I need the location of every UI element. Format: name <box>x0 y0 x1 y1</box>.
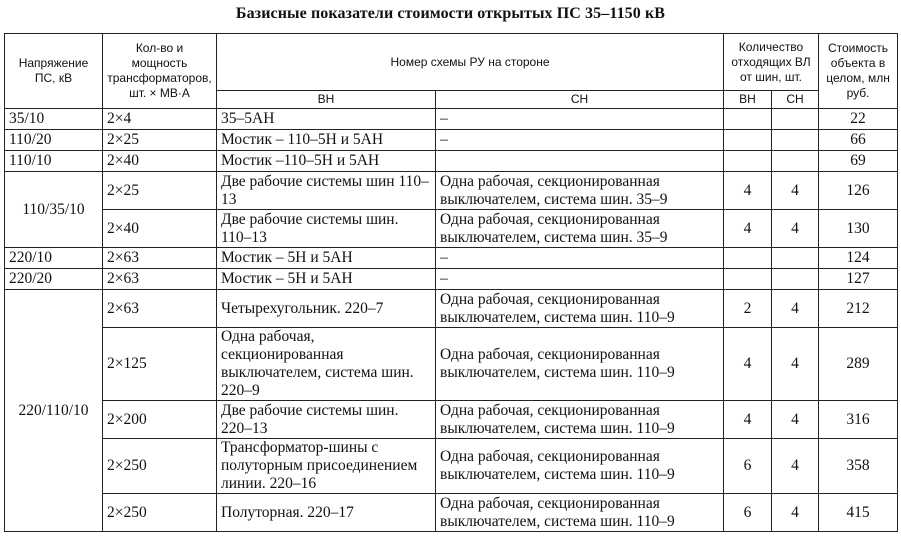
cell-voltage: 220/20 <box>5 269 103 290</box>
header-scheme: Номер схемы РУ на стороне <box>217 34 724 91</box>
cell-lines-sn <box>772 269 819 290</box>
cell-lines-vn <box>724 109 772 130</box>
cell-transformers: 2×250 <box>103 439 217 494</box>
header-lines-sn: СН <box>772 91 819 109</box>
cell-transformers: 2×40 <box>103 210 217 248</box>
cell-lines-sn: 4 <box>772 210 819 248</box>
cell-lines-sn <box>772 130 819 151</box>
cell-scheme-vn: Четырехугольник. 220–7 <box>217 290 436 328</box>
cell-scheme-vn: Мостик – 110–5Н и 5АН <box>217 130 436 151</box>
cell-lines-sn: 4 <box>772 401 819 439</box>
cell-scheme-vn: Две рабочие системы шин 110–13 <box>217 172 436 210</box>
cell-cost: 316 <box>819 401 898 439</box>
table-row <box>5 248 898 269</box>
cell-transformers: 2×250 <box>103 494 217 532</box>
cell-transformers: 2×63 <box>103 290 217 328</box>
table-row <box>5 109 898 130</box>
table-row <box>5 172 898 210</box>
table-row <box>5 494 898 532</box>
cell-scheme-sn: Одна рабочая, секционированная выключателем, система шин. 110–9 <box>436 290 724 328</box>
table-row <box>5 269 898 290</box>
cell-scheme-vn: Мостик –110–5Н и 5АН <box>217 151 436 172</box>
cell-transformers: 2×25 <box>103 172 217 210</box>
cell-scheme-vn: Полуторная. 220–17 <box>217 494 436 532</box>
cell-scheme-sn: Одна рабочая, секционированная выключателем, система шин. 35–9 <box>436 172 724 210</box>
header-scheme-vn: ВН <box>217 91 436 109</box>
cell-cost: 22 <box>819 109 898 130</box>
cell-scheme-vn: Одна рабочая, секционированная выключателем, система шин. 220–9 <box>217 328 436 401</box>
cell-voltage: 220/110/10 <box>5 290 103 532</box>
cell-lines-sn: 4 <box>772 439 819 494</box>
cell-transformers: 2×125 <box>103 328 217 401</box>
cell-voltage: 35/10 <box>5 109 103 130</box>
table-row <box>5 439 898 494</box>
cell-lines-vn: 4 <box>724 401 772 439</box>
cell-scheme-vn: 35–5АН <box>217 109 436 130</box>
cell-cost: 212 <box>819 290 898 328</box>
cell-scheme-vn: Две рабочие системы шин. 220–13 <box>217 401 436 439</box>
cell-lines-sn <box>772 151 819 172</box>
cell-lines-vn <box>724 151 772 172</box>
cell-voltage: 110/20 <box>5 130 103 151</box>
cell-scheme-vn: Две рабочие системы шин. 110–13 <box>217 210 436 248</box>
table-row <box>5 401 898 439</box>
table-row <box>5 210 898 248</box>
cell-scheme-sn: – <box>436 130 724 151</box>
cell-scheme-sn: Одна рабочая, секционированная выключателем, система шин. 110–9 <box>436 494 724 532</box>
cell-cost: 69 <box>819 151 898 172</box>
cell-scheme-sn: Одна рабочая, секционированная выключателем, система шин. 35–9 <box>436 210 724 248</box>
cell-scheme-vn: Трансформатор-шины с полуторным присоединением линии. 220–16 <box>217 439 436 494</box>
cell-lines-vn: 6 <box>724 439 772 494</box>
cell-transformers: 2×200 <box>103 401 217 439</box>
cost-table <box>4 33 898 532</box>
table-row <box>5 130 898 151</box>
cell-lines-sn <box>772 109 819 130</box>
cell-cost: 415 <box>819 494 898 532</box>
cell-voltage: 110/35/10 <box>5 172 103 248</box>
cell-transformers: 2×4 <box>103 109 217 130</box>
cell-lines-sn: 4 <box>772 494 819 532</box>
table-row <box>5 151 898 172</box>
cell-scheme-sn <box>436 151 724 172</box>
header-transformers: Кол-во и мощность трансформаторов, шт. × МВ·А <box>103 34 217 109</box>
cell-lines-sn: 4 <box>772 172 819 210</box>
cell-scheme-sn: Одна рабочая, секционированная выключателем, система шин. 110–9 <box>436 401 724 439</box>
table-row <box>5 328 898 401</box>
cell-lines-vn: 4 <box>724 172 772 210</box>
cell-scheme-vn: Мостик – 5Н и 5АН <box>217 248 436 269</box>
cell-transformers: 2×63 <box>103 269 217 290</box>
cell-lines-vn <box>724 130 772 151</box>
table-row <box>5 290 898 328</box>
cell-transformers: 2×40 <box>103 151 217 172</box>
cell-scheme-sn: – <box>436 269 724 290</box>
cell-lines-sn: 4 <box>772 290 819 328</box>
cell-lines-vn: 4 <box>724 210 772 248</box>
cell-cost: 66 <box>819 130 898 151</box>
cell-transformers: 2×25 <box>103 130 217 151</box>
cell-cost: 126 <box>819 172 898 210</box>
cell-cost: 124 <box>819 248 898 269</box>
cell-scheme-sn: – <box>436 109 724 130</box>
header-scheme-sn: СН <box>436 91 724 109</box>
cell-lines-vn <box>724 248 772 269</box>
cell-scheme-sn: – <box>436 248 724 269</box>
cell-lines-vn: 4 <box>724 328 772 401</box>
header-voltage: Напряжение ПС, кВ <box>5 34 103 109</box>
cell-lines-vn: 6 <box>724 494 772 532</box>
cell-lines-sn <box>772 248 819 269</box>
cell-lines-vn <box>724 269 772 290</box>
cell-scheme-sn: Одна рабочая, секционированная выключателем, система шин. 110–9 <box>436 328 724 401</box>
cell-transformers: 2×63 <box>103 248 217 269</box>
header-cost: Стоимость объекта в целом, млн руб. <box>819 34 898 109</box>
cell-cost: 130 <box>819 210 898 248</box>
table-title: Базисные показатели стоимости открытых ПС 35–1150 кВ <box>235 5 666 22</box>
cell-lines-vn: 2 <box>724 290 772 328</box>
cell-scheme-vn: Мостик – 5Н и 5АН <box>217 269 436 290</box>
cell-voltage: 110/10 <box>5 151 103 172</box>
cell-cost: 358 <box>819 439 898 494</box>
cell-voltage: 220/10 <box>5 248 103 269</box>
header-lines: Количество отходящих ВЛ от шин, шт. <box>724 34 819 91</box>
header-lines-vn: ВН <box>724 91 772 109</box>
cell-lines-sn: 4 <box>772 328 819 401</box>
cell-scheme-sn: Одна рабочая, секционированная выключателем, система шин. 110–9 <box>436 439 724 494</box>
cell-cost: 127 <box>819 269 898 290</box>
cell-cost: 289 <box>819 328 898 401</box>
